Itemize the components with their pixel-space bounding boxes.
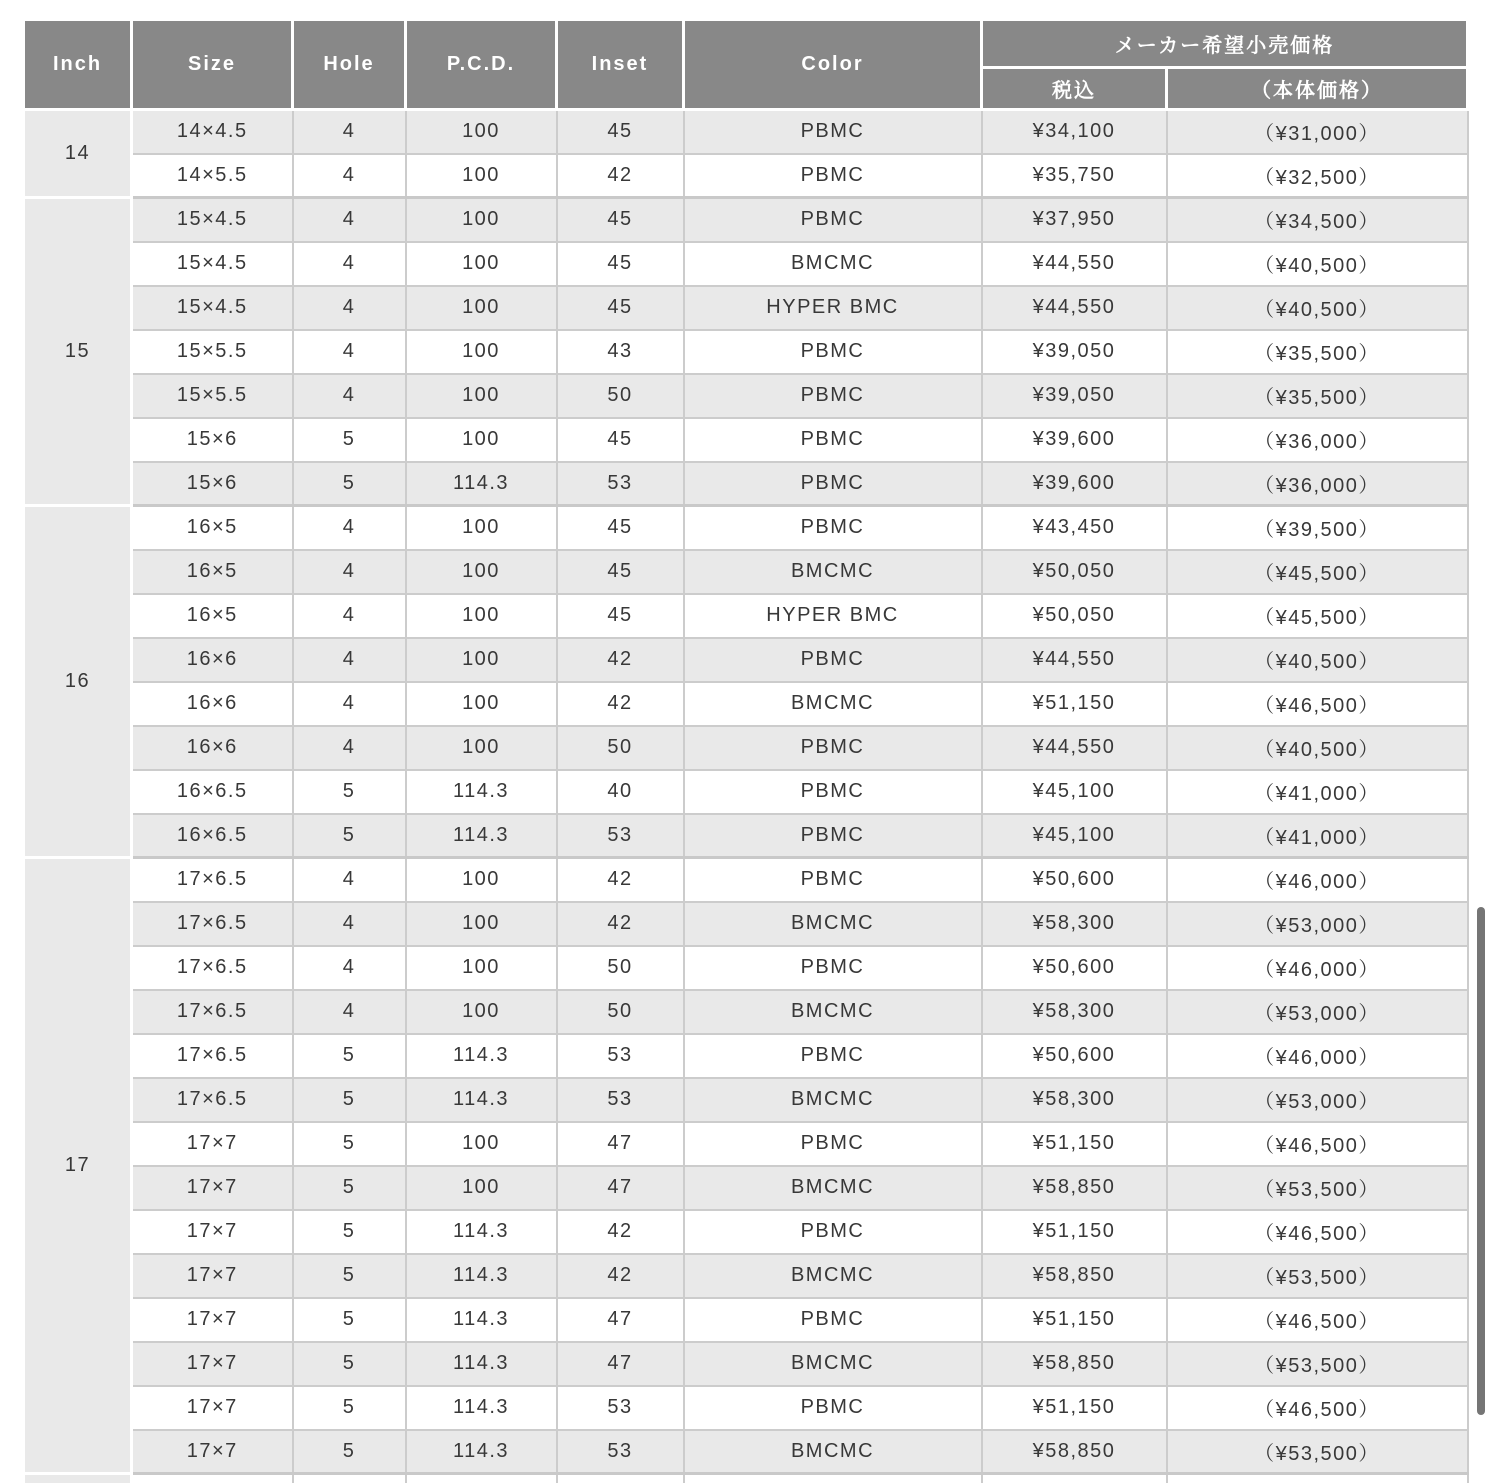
cell-hole: 4 — [293, 990, 406, 1034]
cell-hole: 5 — [293, 1034, 406, 1078]
table-row — [24, 814, 1468, 858]
cell-size: 17×7 — [132, 1122, 293, 1166]
cell-size: 17×6.5 — [132, 858, 293, 902]
header-price-tax-in: 税込 — [982, 68, 1167, 110]
cell-size: 16×6.5 — [132, 814, 293, 858]
cell-price-base: （¥46,500） — [1167, 1298, 1468, 1342]
cell-color: BMCMC — [684, 1078, 982, 1122]
cell-price-base: （¥46,000） — [1167, 1034, 1468, 1078]
cell-color: PBMC — [684, 726, 982, 770]
cell-inset: 42 — [557, 1210, 684, 1254]
cell-color: PBMC — [684, 1122, 982, 1166]
cell-price-tax-in: ¥51,150 — [982, 682, 1167, 726]
cell-pcd: 100 — [406, 154, 557, 198]
cell-price-tax-in: ¥58,850 — [982, 1254, 1167, 1298]
cell-price-base: （¥46,500） — [1167, 1210, 1468, 1254]
cell-size: 14×4.5 — [132, 110, 293, 154]
cell-hole: 4 — [293, 198, 406, 242]
cell-price-tax-in: ¥58,300 — [982, 902, 1167, 946]
cell-pcd: 114.3 — [406, 1342, 557, 1386]
cell-inset: 45 — [557, 418, 684, 462]
cell-color: PBMC — [684, 418, 982, 462]
cell-pcd: 100 — [406, 1122, 557, 1166]
cell-pcd: 100 — [406, 418, 557, 462]
cell-price-base: （¥53,000） — [1167, 990, 1468, 1034]
cell-pcd: 100 — [406, 638, 557, 682]
cell-price-base: （¥46,500） — [1167, 1122, 1468, 1166]
cell-inset: 47 — [557, 1166, 684, 1210]
cell-hole: 4 — [293, 242, 406, 286]
cell-hole: 4 — [293, 902, 406, 946]
cell-color: PBMC — [684, 1034, 982, 1078]
inch-group-cell: 15 — [24, 198, 132, 506]
cell-size: 17×6.5 — [132, 902, 293, 946]
cell-pcd: 100 — [406, 990, 557, 1034]
table-header — [24, 20, 1468, 110]
cell-price-tax-in: ¥44,550 — [982, 638, 1167, 682]
cell-price-tax-in: ¥51,150 — [982, 1210, 1167, 1254]
cell-price-base: （¥40,500） — [1167, 286, 1468, 330]
cell-price-tax-in: ¥34,100 — [982, 110, 1167, 154]
cell-inset: 53 — [557, 1386, 684, 1430]
cell-price-base: （¥31,000） — [1167, 110, 1468, 154]
cell-price-tax-in: ¥43,450 — [982, 506, 1167, 550]
cell-size: 15×5.5 — [132, 374, 293, 418]
cell-color: PBMC — [684, 198, 982, 242]
header-row-top — [24, 20, 1468, 68]
cell-inset: 47 — [557, 1342, 684, 1386]
cell-price-base: （¥36,000） — [1167, 418, 1468, 462]
cell-inset: 45 — [557, 594, 684, 638]
cell-price-tax-in: ¥58,850 — [982, 1342, 1167, 1386]
cell-pcd: 114.3 — [406, 770, 557, 814]
cell-price-base: （¥34,500） — [1167, 198, 1468, 242]
cell-size: 15×5.5 — [132, 330, 293, 374]
cell-size: 15×4.5 — [132, 286, 293, 330]
cell-color: PBMC — [684, 110, 982, 154]
cell-pcd: 100 — [406, 858, 557, 902]
cell-price-base: （¥46,500） — [1167, 1386, 1468, 1430]
table-row — [24, 946, 1468, 990]
table-row — [24, 418, 1468, 462]
cell-pcd: 114.3 — [406, 1034, 557, 1078]
cell-inset: 47 — [557, 1122, 684, 1166]
cell-hole: 4 — [293, 374, 406, 418]
cell-price-base: （¥45,500） — [1167, 550, 1468, 594]
table-body — [24, 110, 1468, 1483]
cell-hole: 5 — [293, 1254, 406, 1298]
cell-hole — [293, 1474, 406, 1483]
cell-inset: 53 — [557, 1034, 684, 1078]
table-row — [24, 1210, 1468, 1254]
cell-price-base: （¥39,500） — [1167, 506, 1468, 550]
cell-hole: 4 — [293, 330, 406, 374]
cell-price-base: （¥53,500） — [1167, 1254, 1468, 1298]
cell-color: PBMC — [684, 506, 982, 550]
table-row — [24, 770, 1468, 814]
cell-pcd: 100 — [406, 594, 557, 638]
cell-pcd: 114.3 — [406, 1430, 557, 1474]
cell-color: BMCMC — [684, 1342, 982, 1386]
cell-price-base: （¥35,500） — [1167, 330, 1468, 374]
cell-inset: 45 — [557, 198, 684, 242]
cell-price-tax-in: ¥44,550 — [982, 242, 1167, 286]
table-row — [24, 1430, 1468, 1474]
cell-color: HYPER BMC — [684, 286, 982, 330]
header-color: Color — [684, 20, 982, 110]
cell-pcd: 100 — [406, 726, 557, 770]
cell-hole: 4 — [293, 726, 406, 770]
header-price-group: メーカー希望小売価格 — [982, 20, 1468, 68]
cell-hole: 4 — [293, 594, 406, 638]
cell-price-base: （¥35,500） — [1167, 374, 1468, 418]
cell-color: PBMC — [684, 770, 982, 814]
cell-hole: 5 — [293, 770, 406, 814]
cell-price-tax-in: ¥50,050 — [982, 550, 1167, 594]
cell-inset: 40 — [557, 770, 684, 814]
cell-color: PBMC — [684, 1210, 982, 1254]
cell-price-base: （¥36,000） — [1167, 462, 1468, 506]
cell-price-base: （¥40,500） — [1167, 242, 1468, 286]
cell-size: 15×4.5 — [132, 242, 293, 286]
table-row — [24, 1342, 1468, 1386]
header-size: Size — [132, 20, 293, 110]
cell-size: 17×6.5 — [132, 1078, 293, 1122]
cell-color: PBMC — [684, 374, 982, 418]
cell-price-base: （¥45,500） — [1167, 594, 1468, 638]
table-row — [24, 682, 1468, 726]
cell-color: BMCMC — [684, 550, 982, 594]
table-row — [24, 726, 1468, 770]
cell-pcd: 100 — [406, 946, 557, 990]
cell-inset: 53 — [557, 814, 684, 858]
cell-hole: 4 — [293, 682, 406, 726]
header-price-base: （本体価格） — [1167, 68, 1468, 110]
cell-price-base: （¥41,000） — [1167, 770, 1468, 814]
cell-price-tax-in: ¥58,850 — [982, 1166, 1167, 1210]
cell-price-tax-in: ¥39,050 — [982, 374, 1167, 418]
cell-hole: 5 — [293, 462, 406, 506]
table-row — [24, 1122, 1468, 1166]
cell-hole: 5 — [293, 1122, 406, 1166]
table-row — [24, 902, 1468, 946]
cell-hole: 5 — [293, 1078, 406, 1122]
cell-hole: 4 — [293, 550, 406, 594]
cell-size: 16×6 — [132, 638, 293, 682]
cell-size: 17×6.5 — [132, 1034, 293, 1078]
cell-price-tax-in: ¥45,100 — [982, 814, 1167, 858]
cell-inset: 42 — [557, 858, 684, 902]
cell-color: PBMC — [684, 946, 982, 990]
cell-pcd: 114.3 — [406, 814, 557, 858]
cell-price-tax-in: ¥51,150 — [982, 1386, 1167, 1430]
cell-inset: 42 — [557, 154, 684, 198]
cell-color: BMCMC — [684, 1166, 982, 1210]
table-row — [24, 1034, 1468, 1078]
inch-group-cell: 16 — [24, 506, 132, 858]
cell-size: 17×6.5 — [132, 990, 293, 1034]
cell-color: BMCMC — [684, 902, 982, 946]
cell-price-tax-in: ¥39,050 — [982, 330, 1167, 374]
cell-hole: 5 — [293, 1430, 406, 1474]
cell-inset: 45 — [557, 550, 684, 594]
cell-price-tax-in — [982, 1474, 1167, 1483]
table-row — [24, 330, 1468, 374]
cell-color: PBMC — [684, 154, 982, 198]
cell-hole: 5 — [293, 1342, 406, 1386]
cell-price-tax-in: ¥51,150 — [982, 1122, 1167, 1166]
cell-size: 16×6 — [132, 726, 293, 770]
cell-pcd: 114.3 — [406, 1298, 557, 1342]
cell-inset: 45 — [557, 242, 684, 286]
table-row — [24, 858, 1468, 902]
cell-pcd: 100 — [406, 1166, 557, 1210]
cell-color: PBMC — [684, 638, 982, 682]
cell-pcd — [406, 1474, 557, 1483]
cell-color: BMCMC — [684, 682, 982, 726]
cell-size: 17×7 — [132, 1430, 293, 1474]
cell-price-tax-in: ¥50,600 — [982, 1034, 1167, 1078]
cell-price-tax-in: ¥44,550 — [982, 286, 1167, 330]
header-hole: Hole — [293, 20, 406, 110]
cell-pcd: 100 — [406, 902, 557, 946]
table-row — [24, 638, 1468, 682]
cell-price-tax-in: ¥58,850 — [982, 1430, 1167, 1474]
cell-hole: 5 — [293, 1298, 406, 1342]
cell-color: BMCMC — [684, 990, 982, 1034]
cell-pcd: 100 — [406, 242, 557, 286]
cell-price-tax-in: ¥35,750 — [982, 154, 1167, 198]
cell-pcd: 100 — [406, 374, 557, 418]
table-row — [24, 1078, 1468, 1122]
cell-inset: 45 — [557, 286, 684, 330]
cell-price-tax-in: ¥45,100 — [982, 770, 1167, 814]
cell-color: BMCMC — [684, 242, 982, 286]
cell-hole: 5 — [293, 1166, 406, 1210]
table-row — [24, 462, 1468, 506]
cell-inset: 45 — [557, 506, 684, 550]
cell-inset: 47 — [557, 1298, 684, 1342]
header-inch: Inch — [24, 20, 132, 110]
cell-size: 16×6 — [132, 682, 293, 726]
cell-pcd: 114.3 — [406, 1254, 557, 1298]
table-row — [24, 1386, 1468, 1430]
cell-inset: 50 — [557, 726, 684, 770]
cell-hole: 4 — [293, 110, 406, 154]
cell-price-base: （¥46,500） — [1167, 682, 1468, 726]
cell-hole: 4 — [293, 286, 406, 330]
cell-size: 15×6 — [132, 462, 293, 506]
cell-pcd: 100 — [406, 110, 557, 154]
cell-price-base: （¥40,500） — [1167, 638, 1468, 682]
cell-inset: 50 — [557, 946, 684, 990]
header-pcd: P.C.D. — [406, 20, 557, 110]
cell-price-tax-in: ¥37,950 — [982, 198, 1167, 242]
cell-price-tax-in: ¥50,600 — [982, 858, 1167, 902]
cell-pcd: 114.3 — [406, 1078, 557, 1122]
cell-price-base: （¥32,500） — [1167, 154, 1468, 198]
cell-color: PBMC — [684, 814, 982, 858]
table-row — [24, 286, 1468, 330]
cell-pcd: 100 — [406, 198, 557, 242]
cell-hole: 5 — [293, 1386, 406, 1430]
cell-price-tax-in: ¥51,150 — [982, 1298, 1167, 1342]
cell-size: 16×6.5 — [132, 770, 293, 814]
cell-hole: 4 — [293, 946, 406, 990]
table-row — [24, 374, 1468, 418]
cell-pcd: 114.3 — [406, 462, 557, 506]
table-row — [24, 1474, 1468, 1483]
cell-inset: 53 — [557, 1430, 684, 1474]
header-inset: Inset — [557, 20, 684, 110]
cell-price-tax-in: ¥44,550 — [982, 726, 1167, 770]
cell-color: PBMC — [684, 1386, 982, 1430]
cell-size: 17×7 — [132, 1210, 293, 1254]
table-row — [24, 1298, 1468, 1342]
cell-color — [684, 1474, 982, 1483]
cell-inset: 53 — [557, 1078, 684, 1122]
cell-inset: 42 — [557, 638, 684, 682]
cell-color: BMCMC — [684, 1430, 982, 1474]
cell-hole: 4 — [293, 638, 406, 682]
cell-size — [132, 1474, 293, 1483]
cell-price-base: （¥46,000） — [1167, 946, 1468, 990]
cell-price-tax-in: ¥39,600 — [982, 462, 1167, 506]
cell-size: 16×5 — [132, 594, 293, 638]
cell-size: 16×5 — [132, 506, 293, 550]
cell-color: BMCMC — [684, 1254, 982, 1298]
cell-inset: 45 — [557, 110, 684, 154]
cell-inset: 42 — [557, 902, 684, 946]
cell-hole: 5 — [293, 1210, 406, 1254]
cell-size: 15×6 — [132, 418, 293, 462]
inch-group-cell — [24, 1474, 132, 1483]
cell-pcd: 100 — [406, 286, 557, 330]
table-row — [24, 594, 1468, 638]
cell-pcd: 100 — [406, 330, 557, 374]
table-row — [24, 242, 1468, 286]
cell-inset — [557, 1474, 684, 1483]
cell-inset: 50 — [557, 990, 684, 1034]
table-row — [24, 1166, 1468, 1210]
cell-price-base — [1167, 1474, 1468, 1483]
cell-price-tax-in: ¥50,600 — [982, 946, 1167, 990]
inch-group-cell: 17 — [24, 858, 132, 1474]
cell-pcd: 100 — [406, 550, 557, 594]
inch-group-cell: 14 — [24, 110, 132, 198]
cell-hole: 4 — [293, 858, 406, 902]
cell-price-base: （¥40,500） — [1167, 726, 1468, 770]
cell-size: 17×7 — [132, 1342, 293, 1386]
table-row — [24, 1254, 1468, 1298]
cell-hole: 5 — [293, 814, 406, 858]
cell-pcd: 114.3 — [406, 1386, 557, 1430]
cell-pcd: 100 — [406, 682, 557, 726]
table-row — [24, 198, 1468, 242]
cell-inset: 50 — [557, 374, 684, 418]
cell-price-base: （¥46,000） — [1167, 858, 1468, 902]
cell-price-tax-in: ¥58,300 — [982, 990, 1167, 1034]
cell-size: 17×7 — [132, 1298, 293, 1342]
cell-size: 17×7 — [132, 1254, 293, 1298]
cell-hole: 5 — [293, 418, 406, 462]
table-row — [24, 506, 1468, 550]
cell-hole: 4 — [293, 154, 406, 198]
cell-color: PBMC — [684, 330, 982, 374]
cell-color: PBMC — [684, 858, 982, 902]
cell-inset: 42 — [557, 1254, 684, 1298]
cell-size: 14×5.5 — [132, 154, 293, 198]
cell-price-tax-in: ¥58,300 — [982, 1078, 1167, 1122]
table-row — [24, 110, 1468, 154]
cell-price-tax-in: ¥50,050 — [982, 594, 1167, 638]
table-row — [24, 154, 1468, 198]
cell-color: HYPER BMC — [684, 594, 982, 638]
table-row — [24, 550, 1468, 594]
cell-size: 17×6.5 — [132, 946, 293, 990]
vertical-scrollbar-thumb[interactable] — [1477, 907, 1485, 1415]
cell-inset: 43 — [557, 330, 684, 374]
cell-price-base: （¥41,000） — [1167, 814, 1468, 858]
cell-price-base: （¥53,500） — [1167, 1166, 1468, 1210]
cell-color: PBMC — [684, 462, 982, 506]
cell-price-base: （¥53,000） — [1167, 902, 1468, 946]
cell-price-base: （¥53,000） — [1167, 1078, 1468, 1122]
cell-pcd: 100 — [406, 506, 557, 550]
cell-price-base: （¥53,500） — [1167, 1430, 1468, 1474]
cell-pcd: 114.3 — [406, 1210, 557, 1254]
cell-size: 17×7 — [132, 1386, 293, 1430]
cell-hole: 4 — [293, 506, 406, 550]
cell-inset: 42 — [557, 682, 684, 726]
cell-inset: 53 — [557, 462, 684, 506]
cell-color: PBMC — [684, 1298, 982, 1342]
cell-price-tax-in: ¥39,600 — [982, 418, 1167, 462]
table-row — [24, 990, 1468, 1034]
cell-size: 16×5 — [132, 550, 293, 594]
cell-size: 15×4.5 — [132, 198, 293, 242]
cell-size: 17×7 — [132, 1166, 293, 1210]
wheel-price-table — [22, 18, 1469, 1483]
cell-price-base: （¥53,500） — [1167, 1342, 1468, 1386]
